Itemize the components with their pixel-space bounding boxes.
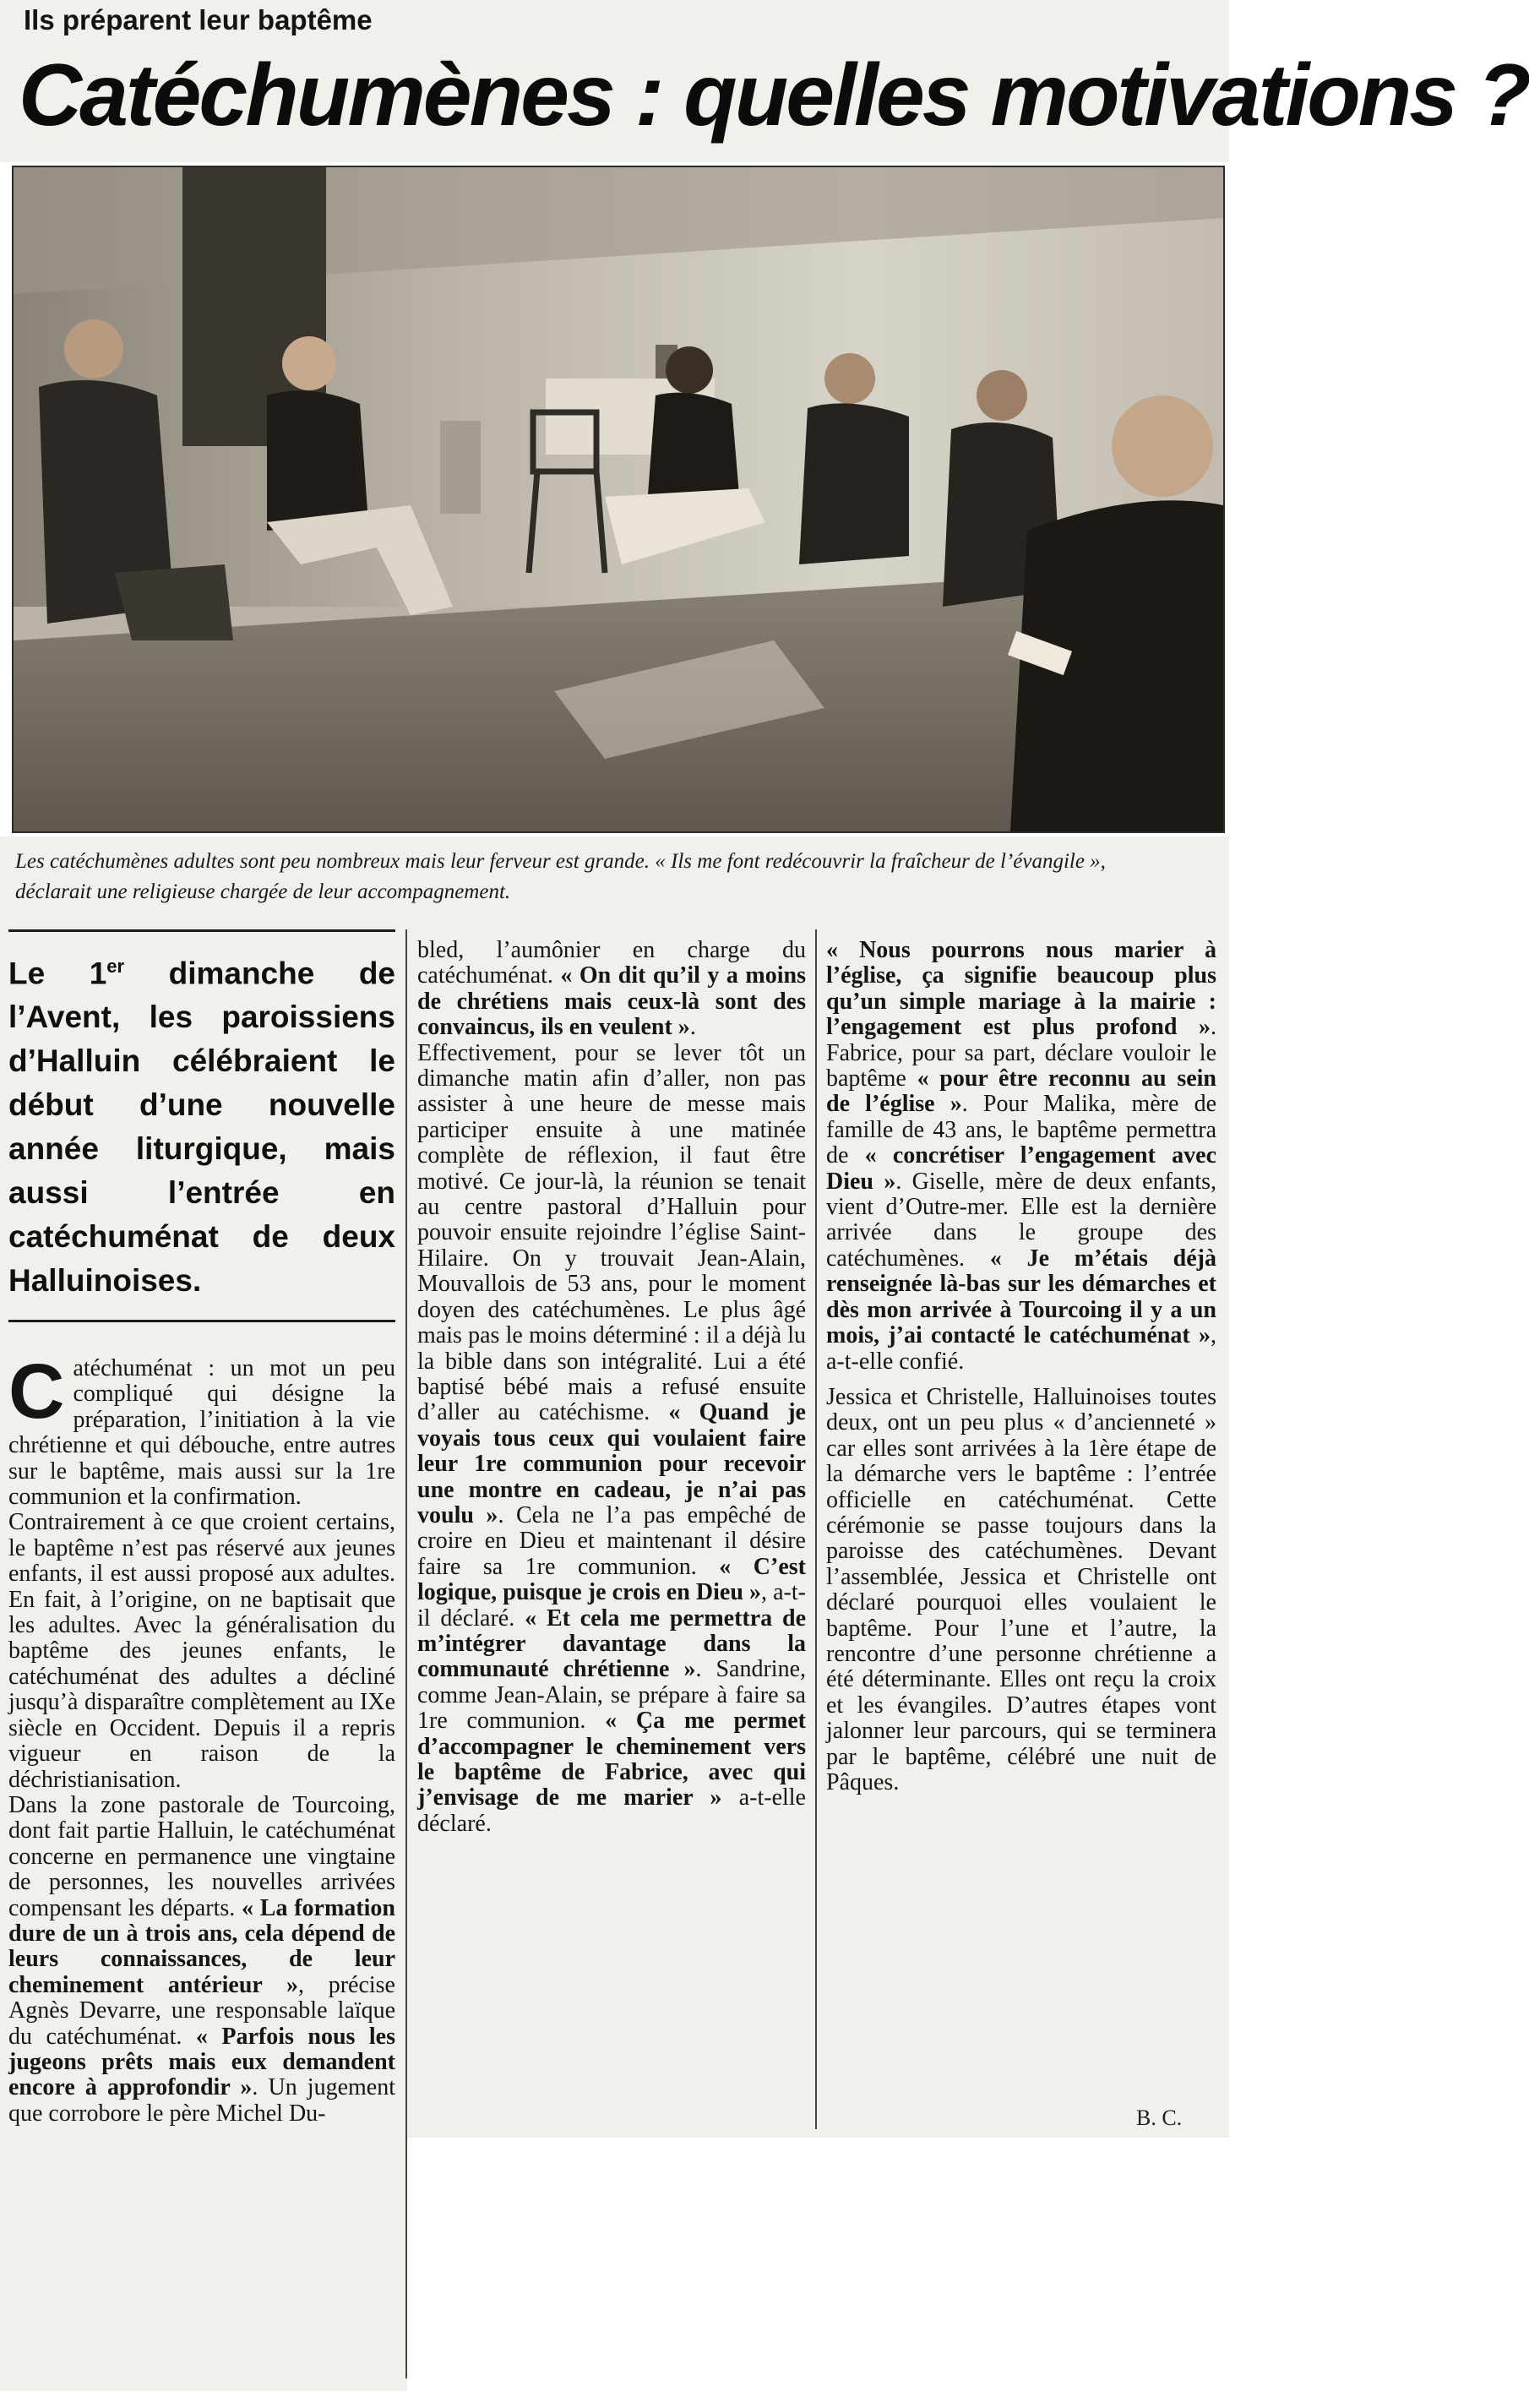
- author-signature: B. C.: [1136, 2106, 1183, 2130]
- quote-approfondir: « Parfois nous les jugeons prêts mais eux demandent encore à approfondir »: [8, 2023, 395, 2101]
- article-photo: [12, 166, 1225, 833]
- meeting-photo-illustration: [14, 167, 1223, 831]
- quote-renseignee: « Je m’étais déjà renseignée là-bas sur les démarches et dès mon arrivée à Tourcoing il y a un mois, j’ai contacté le catéchuménat »: [826, 1245, 1216, 1349]
- lead-text-start: Le 1: [8, 956, 107, 991]
- column-2-text-2i: a-t-elle déclaré.: [417, 1784, 806, 1837]
- column-divider-2: [815, 929, 817, 2129]
- photo-caption-line-2: déclarait une religieuse chargée de leur accompagnement.: [15, 880, 511, 903]
- column-3-paragraph-1: [826, 938, 1216, 1375]
- column-2-paragraph-1: [417, 938, 806, 1041]
- column-3-text-1b: . Fabrice, pour sa part, déclare vouloir le baptême: [826, 1014, 1216, 1092]
- column-1-text-1: atéchuménat : un mot un peu compliqué qui désigne la préparation, l’initiation à la vie chrétienne et qui débouche, entre autres sur le baptême, mais aussi sur la 1re communion et la confirmation.: [8, 1355, 395, 1511]
- lead-ordinal-suffix: er: [106, 956, 125, 977]
- column-1-text-3a: Dans la zone pastorale de Tourcoing, dont fait partie Halluin, le catéchuménat concerne en permanence une vingtaine de personnes, les nouvelles arrivées compensant les départs.: [8, 1791, 395, 1921]
- column-3-text-1f: . Giselle, mère de deux enfants, vient d’Outre-mer. Elle est la dernière arrivée dans le groupe des catéchumènes.: [826, 1168, 1217, 1272]
- column-2-text-1a: bled, l’aumônier en charge du catéchuménat.: [417, 937, 806, 989]
- column-2-text-2e: , a-t-il déclaré.: [417, 1579, 806, 1632]
- lead-bottom-rule: [8, 1320, 395, 1322]
- column-2-text-2g: . Sandrine, comme Jean-Alain, se prépare à faire sa 1re communion.: [417, 1656, 806, 1735]
- quote-convaincus: « On dit qu’il y a moins de chrétiens mais ceux-là sont des convaincus, ils en veulent »: [417, 962, 806, 1041]
- photo-caption-line-1: Les catéchumènes adultes sont peu nombreux mais leur ferveur est grande. « Ils me font redécouvrir la fraîcheur de l’évangile »,: [15, 850, 1106, 873]
- photo-bin: [440, 421, 481, 514]
- lead-top-rule: [8, 929, 395, 932]
- column-3-text-1d: . Pour Malika, mère de famille de 43 ans, le baptême permettra de: [826, 1091, 1216, 1169]
- column-2-text-1c: .: [689, 1014, 696, 1041]
- article-kicker: Ils préparent leur baptême: [24, 4, 373, 35]
- article-lead: [8, 945, 395, 1299]
- quote-integrer: « Et cela me permettra de m’intégrer davantage dans la communauté chrétienne »: [417, 1604, 806, 1683]
- column-2-text-2c: . Cela ne l’a pas empêché de croire en Dieu et maintenant il désire faire sa 1re communion.: [417, 1501, 806, 1580]
- column-2-paragraph-2: [417, 1041, 806, 1838]
- column-2-text-2a: Effectivement, pour se lever tôt un dimanche matin afin d’aller, non pas assister à une heure de messe mais participer ensuite à une matinée complète de réflexion, il faut être motivé. Ce jour-là, la réunion se tenait au centre pastoral d’Halluin pour pouvoir ensuite rejoindre l’église Saint-Hilaire. On y trouvait Jean-Alain, Mouvallois de 53 ans, pour le moment doyen des catéchumènes. Le plus âgé mais pas le moins déterminé : il a déjà lu la bible dans son intégralité. Lui a été baptisé bébé mais a refusé ensuite d’aller au catéchisme.: [417, 1039, 806, 1426]
- article-column-2: [417, 938, 806, 2125]
- quote-cheminement: « Ça me permet d’accompagner le cheminement vers le baptême de Fabrice, avec qui j’envisage de me marier »: [417, 1708, 806, 1811]
- article-headline: Catéchumènes : quelles motivations ?: [19, 46, 1529, 144]
- quote-montre: « Quand je voyais tous ceux qui voulaient faire leur 1re communion pour recevoir une montre en cadeau, je n’ai pas voulu »: [417, 1399, 806, 1528]
- column-1-text-3c: , précise Agnès Devarre, une responsable laïque du catéchuménat.: [8, 1971, 395, 2050]
- photo-caption: [15, 847, 1219, 914]
- quote-reconnu: « pour être reconnu au sein de l’église »: [826, 1065, 1217, 1118]
- quote-formation: « La formation dure de un à trois ans, cela dépend de leurs connaissances, de leur cheminement antérieur »: [8, 1894, 395, 1998]
- column-1-paragraph-2: Contrairement à ce que croient certains, le baptême n’est pas réservé aux jeunes enfants, il est aussi proposé aux adultes. En fait, à l’origine, on ne baptisait que les adultes. Avec la généralisation du baptême des jeunes enfants, le catéchuménat des adultes a décliné jusqu’à disparaître complètement au IXe siècle en Occident. Depuis il a repris vigueur en raison de la déchristianisation.: [8, 1509, 395, 1793]
- quote-mariage: « Nous pourrons nous marier à l’église, ça signifie beaucoup plus qu’un simple mariage à la mairie : l’engagement est plus profond »: [826, 937, 1216, 1041]
- column-1-paragraph-3: [8, 1793, 395, 2127]
- column-divider-1: [405, 929, 407, 2378]
- quote-logique: « C’est logique, puisque je crois en Dieu »: [417, 1553, 806, 1606]
- column-1-text-3e: . Un jugement que corrobore le père Michel Du-: [8, 2074, 395, 2127]
- column-1-paragraph-1: [8, 1348, 395, 1511]
- column-3-text-1h: , a-t-elle confié.: [826, 1322, 1216, 1375]
- article-column-1: [8, 1348, 395, 2383]
- drop-cap: C: [8, 1348, 65, 1435]
- quote-engagement: « concrétiser l’engagement avec Dieu »: [826, 1142, 1216, 1195]
- lead-text-end: dimanche de l’Avent, les paroissiens d’Halluin célébraient le début d’une nouvelle année liturgique, mais aussi l’entrée en catéchuménat de deux Halluinoises.: [8, 956, 395, 1299]
- article-column-3: [826, 938, 1216, 2100]
- column-3-paragraph-2: Jessica et Christelle, Halluinoises toutes deux, ont un peu plus « d’ancienneté » car elles sont arrivées à la 1ère étape de la démarche vers le baptême : l’entrée officielle en catéchuménat. Cette cérémonie se passe toujours dans la paroisse des catéchumènes. Devant l’assemblée, Jessica et Christelle ont déclaré pourquoi elles voulaient le baptême. Pour l’une et l’autre, la rencontre d’une personne chrétienne a été déterminante. Elles ont reçu la croix et les évangiles. D’autres étapes vont jalonner leur parcours, qui se terminera par le baptême, célébré une nuit de Pâques.: [826, 1383, 1216, 1795]
